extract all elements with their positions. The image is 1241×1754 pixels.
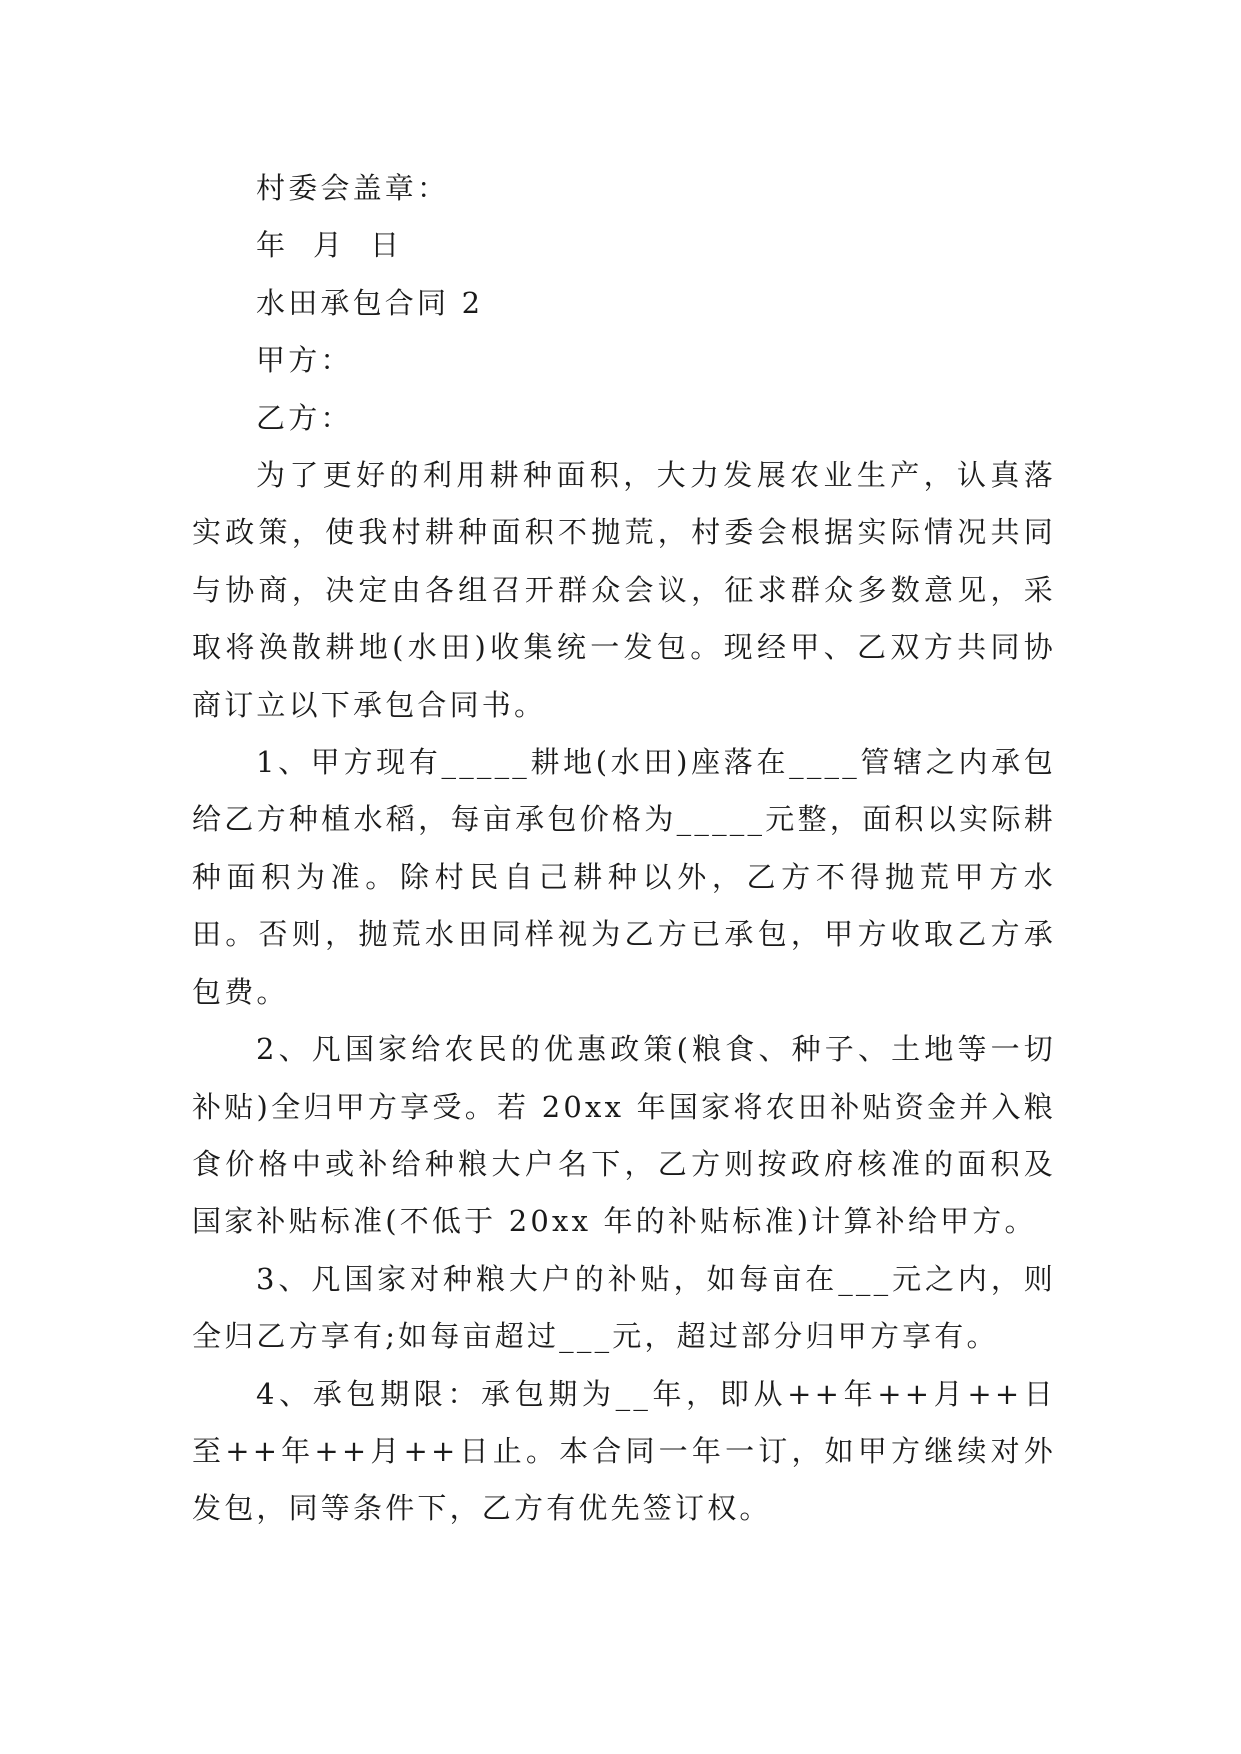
- party-a-line: 甲方：: [256, 343, 353, 378]
- clause-4-paragraph: 4、承包期限：承包期为__年，即从++年++月++日至++年++月++日止。本合同一年一订，如甲方继续对外发包，同等条件下，乙方有优先签订权。: [192, 1376, 1056, 1526]
- village-committee-stamp-line: 村委会盖章：: [256, 171, 450, 205]
- document-body: [192, 160, 1056, 1538]
- clause-1-paragraph: 1、甲方现有_____耕地(水田)座落在____管辖之内承包给乙方种植水稻，每亩承包价格为_____元整，面积以实际耕种面积为准。除村民自己耕种以外，乙方不得抛荒甲方水田。否则，抛荒水田同样视为乙方已承包，甲方收取乙方承包费。: [192, 745, 1056, 1009]
- party-b-line: 乙方：: [256, 400, 353, 435]
- date-line: 年 月 日: [256, 228, 403, 263]
- clause-3-paragraph: 3、凡国家对种粮大户的补贴，如每亩在___元之内，则全归乙方享有;如每亩超过___元，超过部分归甲方享有。: [192, 1261, 1056, 1354]
- clause-2-paragraph: 2、凡国家给农民的优惠政策(粮食、种子、土地等一切补贴)全归甲方享受。若 20xx 年国家将农田补贴资金并入粮食价格中或补给种粮大户名下，乙方则按政府核准的面积及国家补贴标准(不低于 20xx 年的补贴标准)计算补给甲方。: [192, 1032, 1056, 1239]
- intro-paragraph: 为了更好的利用耕种面积，大力发展农业生产，认真落实政策，使我村耕种面积不抛荒，村委会根据实际情况共同与协商，决定由各组召开群众会议，征求群众多数意见，采取将涣散耕地(水田)收集统一发包。现经甲、乙双方共同协商订立以下承包合同书。: [192, 458, 1056, 722]
- contract-title: 水田承包合同 2: [256, 285, 484, 320]
